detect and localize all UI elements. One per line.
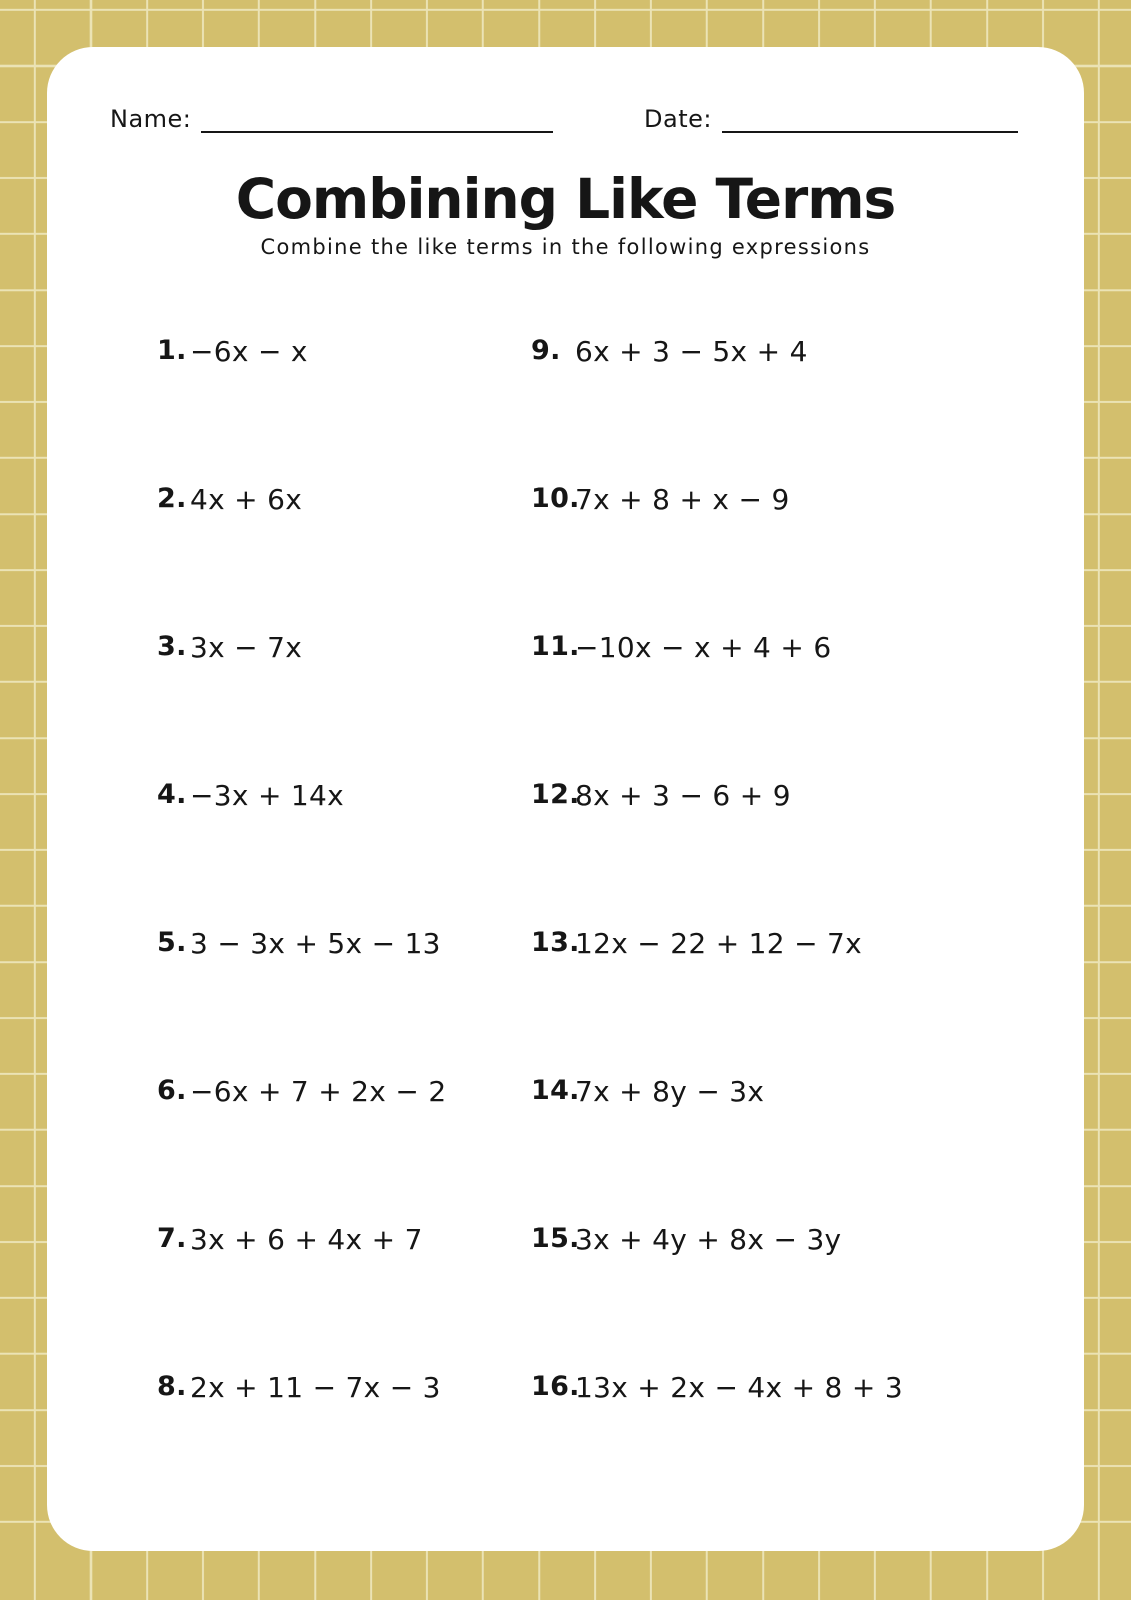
problem-number: 14. (531, 1075, 580, 1106)
problem-expression: 8x + 3 − 6 + 9 (575, 779, 791, 812)
problem-item-6 (157, 1075, 531, 1223)
problem-expression: 2x + 11 − 7x − 3 (190, 1371, 441, 1404)
problems-area (47, 335, 1084, 1519)
problem-number: 9. (531, 335, 561, 366)
problem-expression: 12x − 22 + 12 − 7x (575, 927, 863, 960)
problem-expression: 3x − 7x (190, 631, 303, 664)
problem-number: 5. (157, 927, 187, 958)
problem-item-13 (531, 927, 1084, 1075)
problem-item-8 (157, 1371, 531, 1519)
problem-item-14 (531, 1075, 1084, 1223)
problem-item-7 (157, 1223, 531, 1371)
page-subtitle: Combine the like terms in the following expressions (260, 235, 871, 259)
problem-item-10 (531, 483, 1084, 631)
problem-number: 6. (157, 1075, 187, 1106)
problem-item-2 (157, 483, 531, 631)
problem-expression: 3 − 3x + 5x − 13 (190, 927, 441, 960)
name-blank-line (201, 131, 553, 133)
problem-item-11 (531, 631, 1084, 779)
problem-number: 15. (531, 1223, 580, 1254)
problem-expression: −3x + 14x (190, 779, 345, 812)
problem-number: 10. (531, 483, 580, 514)
problem-item-16 (531, 1371, 1084, 1519)
problem-expression: 4x + 6x (190, 483, 303, 516)
problem-expression: −6x + 7 + 2x − 2 (190, 1075, 447, 1108)
name-field (110, 105, 553, 133)
header-row (47, 47, 1084, 133)
problem-expression: 7x + 8y − 3x (575, 1075, 765, 1108)
problem-number: 13. (531, 927, 580, 958)
problem-item-15 (531, 1223, 1084, 1371)
worksheet-card (47, 47, 1084, 1551)
problems-column-right (531, 335, 1084, 1519)
problem-number: 1. (157, 335, 187, 366)
problem-number: 2. (157, 483, 187, 514)
problem-expression: −6x − x (190, 335, 308, 368)
problem-number: 8. (157, 1371, 187, 1402)
problem-item-5 (157, 927, 531, 1075)
problem-number: 16. (531, 1371, 580, 1402)
name-label: Name: (110, 105, 192, 133)
problems-column-left (47, 335, 531, 1519)
page-title: Combining Like Terms (235, 167, 896, 231)
problem-expression: 3x + 4y + 8x − 3y (575, 1223, 842, 1256)
problem-item-4 (157, 779, 531, 927)
problem-item-9 (531, 335, 1084, 483)
problem-item-1 (157, 335, 531, 483)
problem-expression: 13x + 2x − 4x + 8 + 3 (575, 1371, 903, 1404)
problem-number: 7. (157, 1223, 187, 1254)
problem-number: 4. (157, 779, 187, 810)
problem-expression: 7x + 8 + x − 9 (575, 483, 790, 516)
problem-number: 11. (531, 631, 580, 662)
problem-item-3 (157, 631, 531, 779)
date-blank-line (722, 131, 1018, 133)
problem-expression: −10x − x + 4 + 6 (575, 631, 832, 664)
date-label: Date: (644, 105, 712, 133)
problem-number: 12. (531, 779, 580, 810)
date-field (644, 105, 1018, 133)
problem-expression: 3x + 6 + 4x + 7 (190, 1223, 423, 1256)
problem-number: 3. (157, 631, 187, 662)
problem-item-12 (531, 779, 1084, 927)
problem-expression: 6x + 3 − 5x + 4 (575, 335, 808, 368)
